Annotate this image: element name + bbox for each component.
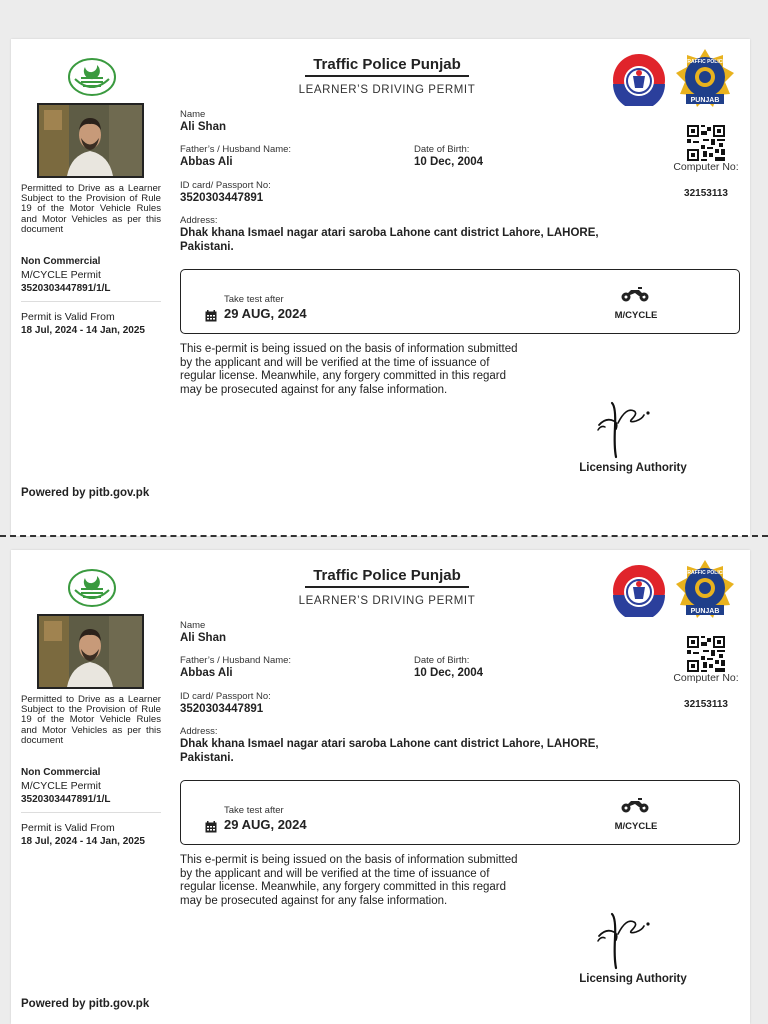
permit-number: 3520303447891/1/L: [21, 794, 111, 805]
name-label: Name: [180, 109, 206, 120]
powered-by-text: Powered by pitb.gov.pk: [21, 487, 150, 499]
traffic-police-badge-icon: [674, 48, 736, 110]
signature-mark: [596, 908, 652, 970]
permit-rules-text: Permitted to Drive as a Learner Subject to the Provision of Rule 19 of the Motor Vehicle Rules and Motor Vehicles as per this document: [21, 183, 161, 235]
name-value: Ali Shan: [180, 121, 227, 133]
dob-value: 10 Dec, 2004: [414, 667, 484, 679]
computer-no-label: Computer No:: [673, 161, 739, 173]
vehicle-class-label: M/CYCLE: [614, 310, 658, 321]
permit-title: Traffic Police Punjab: [305, 567, 469, 588]
address-value: Dhak khana Ismael nagar atari saroba Lahone cant district Lahore, LAHORE, Pakistani.: [180, 738, 599, 764]
dob-label: Date of Birth:: [414, 655, 470, 666]
id-label: ID card/ Passport No:: [180, 180, 271, 191]
dob-value: 10 Dec, 2004: [414, 156, 484, 168]
permit-type: M/CYCLE Permit: [21, 269, 101, 281]
computer-no-label: Computer No:: [673, 672, 739, 684]
permit-subtitle: LEARNER’S DRIVING PERMIT: [298, 595, 476, 607]
id-label: ID card/ Passport No:: [180, 691, 271, 702]
permit-category: Non Commercial: [21, 256, 101, 267]
licensing-authority-label: Licensing Authority: [579, 973, 687, 985]
punjab-police-logo-icon: [612, 565, 666, 617]
badge-arc-text: TRAFFIC POLICE: [684, 59, 726, 65]
badge-arc-text: TRAFFIC POLICE: [684, 570, 726, 576]
address-label: Address:: [180, 215, 218, 226]
test-date-value: 29 AUG, 2024: [224, 306, 307, 321]
dob-label: Date of Birth:: [414, 144, 470, 155]
test-date-box: [180, 780, 740, 845]
badge-text: PUNJAB: [690, 97, 720, 104]
validity-label: Permit is Valid From: [21, 311, 115, 323]
father-name-label: Father’s / Husband Name:: [180, 144, 292, 155]
permit-card-2: [11, 550, 750, 1024]
cut-line-divider: [0, 535, 768, 537]
permit-card-1: [11, 39, 750, 536]
qr-code-icon: [687, 125, 725, 161]
powered-by-text: Powered by pitb.gov.pk: [21, 998, 150, 1010]
address-label: Address:: [180, 726, 218, 737]
permit-title: Traffic Police Punjab: [305, 56, 469, 77]
calendar-icon: [205, 821, 217, 833]
traffic-police-badge-icon: [674, 559, 736, 621]
name-label: Name: [180, 620, 206, 631]
permit-type: M/CYCLE Permit: [21, 780, 101, 792]
notice-text: This e-permit is being issued on the basis of information submitted by the applicant and will be verified at the time of issuance of regular license. Meanwhile, any forgery committed in this regard may be prosecuted against for any false information.: [180, 854, 518, 907]
punjab-emblem-icon: [67, 568, 117, 608]
calendar-icon: [205, 310, 217, 322]
licensing-authority-label: Licensing Authority: [579, 462, 687, 474]
validity-label: Permit is Valid From: [21, 822, 115, 834]
left-separator: [21, 812, 161, 813]
take-test-label: Take test after: [224, 294, 284, 305]
computer-no-value: 32153113: [684, 188, 728, 199]
punjab-emblem-icon: [67, 57, 117, 97]
name-value: Ali Shan: [180, 632, 227, 644]
applicant-photo: [37, 614, 144, 689]
take-test-label: Take test after: [224, 805, 284, 816]
motorcycle-icon: [621, 286, 649, 302]
id-value: 3520303447891: [180, 192, 264, 204]
father-name-label: Father’s / Husband Name:: [180, 655, 292, 666]
address-value: Dhak khana Ismael nagar atari saroba Lahone cant district Lahore, LAHORE, Pakistani.: [180, 227, 599, 253]
validity-range: 18 Jul, 2024 - 14 Jan, 2025: [21, 325, 145, 336]
permit-rules-text: Permitted to Drive as a Learner Subject to the Provision of Rule 19 of the Motor Vehicle Rules and Motor Vehicles as per this document: [21, 694, 161, 746]
father-name-value: Abbas Ali: [180, 156, 233, 168]
validity-range: 18 Jul, 2024 - 14 Jan, 2025: [21, 836, 145, 847]
applicant-photo: [37, 103, 144, 178]
test-date-value: 29 AUG, 2024: [224, 817, 307, 832]
father-name-value: Abbas Ali: [180, 667, 233, 679]
permit-number: 3520303447891/1/L: [21, 283, 111, 294]
permit-subtitle: LEARNER’S DRIVING PERMIT: [298, 84, 476, 96]
left-separator: [21, 301, 161, 302]
computer-no-value: 32153113: [684, 699, 728, 710]
signature-mark: [596, 397, 652, 459]
id-value: 3520303447891: [180, 703, 264, 715]
test-date-box: [180, 269, 740, 334]
vehicle-class-label: M/CYCLE: [614, 821, 658, 832]
notice-text: This e-permit is being issued on the basis of information submitted by the applicant and will be verified at the time of issuance of regular license. Meanwhile, any forgery committed in this regard may be prosecuted against for any false information.: [180, 343, 518, 396]
qr-code-icon: [687, 636, 725, 672]
punjab-police-logo-icon: [612, 54, 666, 106]
permit-category: Non Commercial: [21, 767, 101, 778]
motorcycle-icon: [621, 797, 649, 813]
badge-text: PUNJAB: [690, 608, 720, 615]
